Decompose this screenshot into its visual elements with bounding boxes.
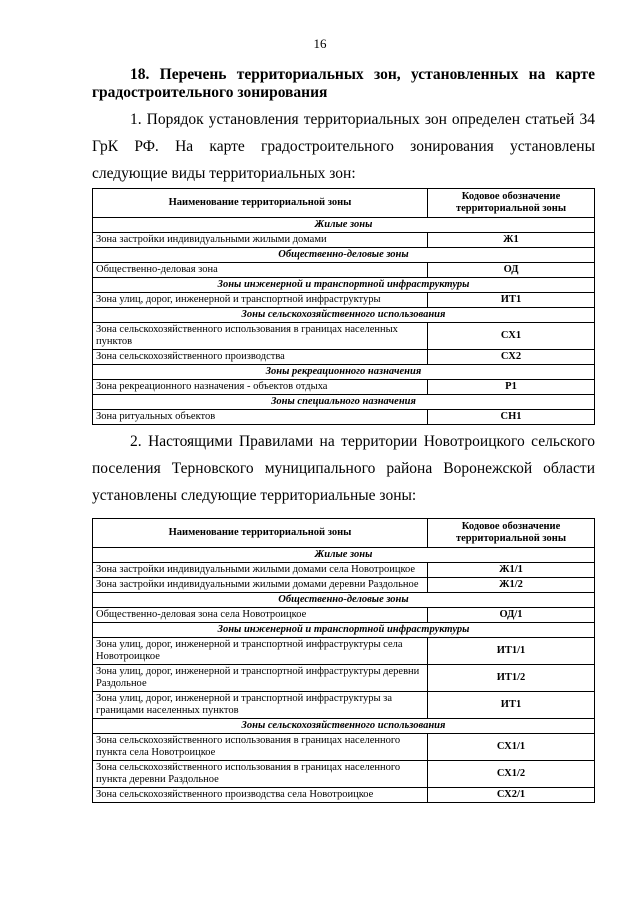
zone-name-cell: Зона ритуальных объектов (93, 410, 428, 425)
table-row (93, 380, 595, 395)
group-title: Зоны сельскохозяйственного использования (93, 308, 595, 323)
group-title: Жилые зоны (93, 548, 595, 563)
zone-code-cell: ОД (428, 263, 595, 278)
table-row (93, 233, 595, 248)
zone-name-cell: Зона сельскохозяйственного производства (93, 350, 428, 365)
zone-name-cell: Зона сельскохозяйственного производства села Новотроицкое (93, 788, 428, 803)
table-row (93, 788, 595, 803)
paragraph-2: 2. Настоящими Правилами на территории Новотроицкого сельского поселения Терновского муниципального района Воронежской области установлены следующие территориальные зоны: (92, 433, 595, 504)
table-row (93, 263, 595, 278)
table-row (93, 293, 595, 308)
group-row (93, 593, 595, 608)
table-row (93, 350, 595, 365)
zone-name-cell: Зона улиц, дорог, инженерной и транспортной инфраструктуры села Новотроицкое (93, 638, 428, 665)
table-header-row (93, 519, 595, 548)
table-row (93, 578, 595, 593)
group-row (93, 308, 595, 323)
header-zone-code: Кодовое обозначение территориальной зоны (428, 189, 595, 218)
table-row (93, 608, 595, 623)
group-title: Зоны сельскохозяйственного использования (93, 719, 595, 734)
zones-table-general (92, 188, 595, 425)
group-row (93, 248, 595, 263)
zone-name-cell: Общественно-деловая зона (93, 263, 428, 278)
zone-code-cell: Р1 (428, 380, 595, 395)
zone-name-cell: Зона сельскохозяйственного использования в границах населенных пунктов (93, 323, 428, 350)
zone-code-cell: ИТ1/1 (428, 638, 595, 665)
group-row (93, 365, 595, 380)
zone-code-cell: ИТ1/2 (428, 665, 595, 692)
table-row (93, 410, 595, 425)
group-row (93, 548, 595, 563)
group-title: Зоны инженерной и транспортной инфраструктуры (93, 278, 595, 293)
zone-name-cell: Зона улиц, дорог, инженерной и транспортной инфраструктуры деревни Раздольное (93, 665, 428, 692)
zone-name-cell: Зона застройки индивидуальными жилыми домами деревни Раздольное (93, 578, 428, 593)
zone-code-cell: ОД/1 (428, 608, 595, 623)
group-title: Жилые зоны (93, 218, 595, 233)
zone-name-cell: Общественно-деловая зона села Новотроицкое (93, 608, 428, 623)
table-row (93, 638, 595, 665)
zone-code-cell: СХ2/1 (428, 788, 595, 803)
header-zone-code: Кодовое обозначение территориальной зоны (428, 519, 595, 548)
zone-code-cell: Ж1/1 (428, 563, 595, 578)
zone-name-cell: Зона застройки индивидуальными жилыми домами (93, 233, 428, 248)
group-row (93, 719, 595, 734)
table-row (93, 734, 595, 761)
table-row (93, 323, 595, 350)
paragraph-1: 1. Порядок установления территориальных зон определен статьей 34 ГрК РФ. На карте градостроительного зонирования установлены следующие виды территориальных зон: (92, 111, 595, 182)
zone-name-cell: Зона улиц, дорог, инженерной и транспортной инфраструктуры (93, 293, 428, 308)
section-heading: 18. Перечень территориальных зон, установленных на карте градостроительного зонирования (92, 66, 595, 101)
zone-code-cell: СХ1/2 (428, 761, 595, 788)
zone-name-cell: Зона улиц, дорог, инженерной и транспортной инфраструктуры за границами населенных пунктов (93, 692, 428, 719)
table-row (93, 665, 595, 692)
group-title: Общественно-деловые зоны (93, 248, 595, 263)
table-row (93, 563, 595, 578)
zone-name-cell: Зона застройки индивидуальными жилыми домами села Новотроицкое (93, 563, 428, 578)
group-title: Общественно-деловые зоны (93, 593, 595, 608)
zone-code-cell: СХ2 (428, 350, 595, 365)
zone-code-cell: ИТ1 (428, 692, 595, 719)
group-title: Зоны рекреационного назначения (93, 365, 595, 380)
group-row (93, 218, 595, 233)
table-row (93, 761, 595, 788)
zone-name-cell: Зона сельскохозяйственного использования в границах населенного пункта деревни Раздольное (93, 761, 428, 788)
zone-code-cell: СХ1 (428, 323, 595, 350)
zone-code-cell: ИТ1 (428, 293, 595, 308)
zone-code-cell: СХ1/1 (428, 734, 595, 761)
table-header-row (93, 189, 595, 218)
header-zone-name: Наименование территориальной зоны (93, 189, 428, 218)
group-title: Зоны специального назначения (93, 395, 595, 410)
table-row (93, 692, 595, 719)
group-row (93, 623, 595, 638)
zone-code-cell: Ж1/2 (428, 578, 595, 593)
zone-name-cell: Зона сельскохозяйственного использования в границах населенного пункта села Новотроицкое (93, 734, 428, 761)
zone-name-cell: Зона рекреационного назначения - объектов отдыха (93, 380, 428, 395)
zones-table-settlement (92, 518, 595, 803)
zone-code-cell: СН1 (428, 410, 595, 425)
group-row (93, 395, 595, 410)
zone-code-cell: Ж1 (428, 233, 595, 248)
group-row (93, 278, 595, 293)
page-number: 16 (313, 36, 327, 51)
header-zone-name: Наименование территориальной зоны (93, 519, 428, 548)
group-title: Зоны инженерной и транспортной инфраструктуры (93, 623, 595, 638)
